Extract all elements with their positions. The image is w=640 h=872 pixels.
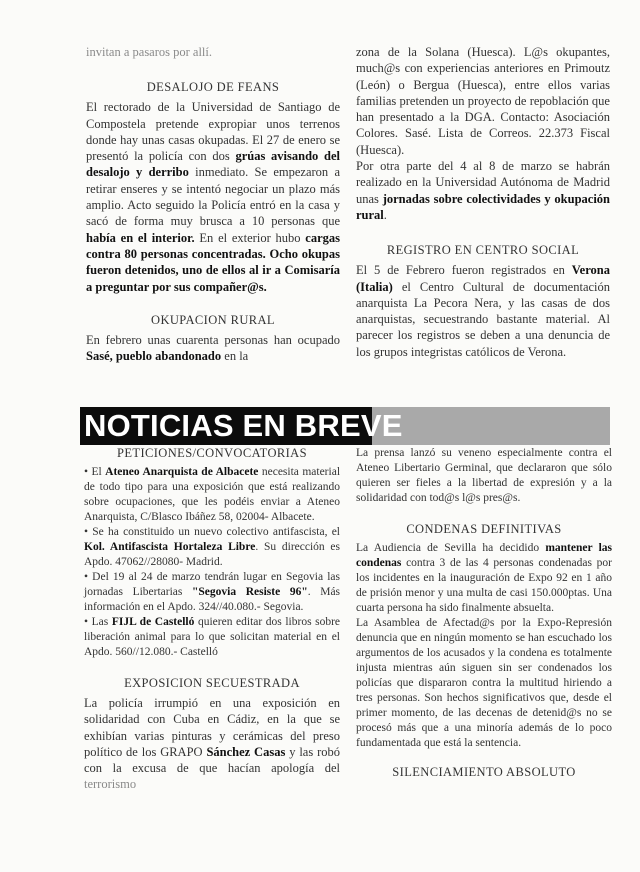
exposicion-text-2: y las robó con la excusa de que hacían apología del bbox=[84, 744, 340, 776]
desalojo-bold-1: grúas avisando del bbox=[235, 149, 340, 164]
exposicion-text bbox=[84, 695, 340, 793]
banner-title: NOTICIAS EN BREVE bbox=[84, 408, 403, 443]
jornadas-text bbox=[356, 158, 610, 223]
peticion-1-bold: Ateneo Anarquista de Albacete bbox=[105, 466, 259, 478]
condenas-bold: mantener las condenas bbox=[356, 542, 613, 569]
peticion-2-text-c: . Su dirección es Apdo. 47062//28080- Madrid. bbox=[84, 541, 340, 568]
desalojo-bold-3: había en el interior. bbox=[86, 230, 195, 245]
peticion-2-bold: Kol. Antifascista Hortaleza Libre bbox=[84, 541, 256, 553]
registro-text-2: el Centro Cultural de documentación anarquista La Pecora Nera, y las casas de dos anarquistas, secuestrando bastante material. Al parecer los registros se deben a una denuncia de los grupos integristas católicos de Verona. bbox=[356, 279, 611, 359]
desalojo-text-2: inmediato. Se empezaron a retirar enseres y se intentó negociar un plazo más amplio. Acto seguido la Policía entró en la casa y sacó de forma muy brusca a 10 personas que bbox=[86, 165, 341, 229]
jornadas-text-1: Por otra parte del 4 al 8 de marzo se habrán realizado en la Universidad Autónoma de Madrid unas bbox=[356, 159, 610, 206]
peticion-item-1 bbox=[84, 465, 340, 525]
registro-bold: Verona (Italia) bbox=[356, 263, 610, 294]
peticion-item-2 bbox=[84, 525, 340, 570]
bottom-left-column bbox=[84, 446, 340, 793]
okupacion-text-2: en la bbox=[224, 349, 249, 364]
rural-continuation: zona de la Solana (Huesca). L@s okupantes, much@s con experiencias anteriores en Primoutz (León) o Bergua (Huesca), entre ellos varias familias pretenden un proyecto de repoblación que han presentado a la DGA. Contacto: Asociación Colores. Sasé. Lista de Correos. 22.373 Fiscal (Huesca). bbox=[356, 45, 610, 157]
section-title-okupacion: OKUPACION RURAL bbox=[151, 312, 275, 327]
section-title-silenciamiento: SILENCIAMIENTO ABSOLUTO bbox=[392, 765, 576, 779]
top-left-column bbox=[86, 44, 340, 364]
prensa-text: La prensa lanzó su veneno especialmente contra el Ateneo Libertario Germinal, que declararon que sólo quieren ser fieles a la libertad de expresión y a la solidaridad con tod@s l@s pres@s. bbox=[356, 447, 612, 504]
peticion-1-text-c: necesita material de todo tipo para una exposición que está realizando sobre ocupaciones, que les podéis enviar a Ateneo Anarquista, C/Blasco Ibáñez 58, 02004- Albacete. bbox=[84, 466, 341, 523]
section-title-peticiones: PETICIONES/CONVOCATORIAS bbox=[117, 446, 307, 460]
section-title-registro: REGISTRO EN CENTRO SOCIAL bbox=[386, 243, 580, 258]
registro-text-1: El 5 de Febrero fueron registrados en bbox=[356, 263, 565, 278]
peticion-4-text-c: quieren editar dos libros sobre liberación animal para lo que solicitan material en el Apdo. 560//12.080.- Castelló bbox=[84, 616, 341, 658]
desalojo-bold-2: desalojo y derribo bbox=[86, 165, 189, 180]
condenas-text-1 bbox=[356, 541, 612, 616]
peticion-4-bold: FIJL de Castelló bbox=[111, 616, 195, 628]
desalojo-bold-5: Ocho okupas fueron detenidos, uno de ellos al ir a Comisaría a preguntar por sus compañer@s. bbox=[86, 246, 340, 294]
jornadas-text-2: . bbox=[383, 207, 387, 222]
condenas-text-1a: La Audiencia de Sevilla ha decidido bbox=[356, 542, 540, 554]
section-title-desalojo: DESALOJO DE FEANS bbox=[146, 80, 280, 95]
desalojo-text-3: En el exterior hubo bbox=[199, 230, 301, 245]
peticion-3-text-c: . Más información en el Apdo. 324//40.080.- Segovia. bbox=[84, 586, 341, 613]
condenas-text-2: La Asamblea de Afectad@s por la Expo-Represión denuncia que en ningún momento se han escuchado los argumentos de los acusados y la condena es totalmente injusta mientras aún siguen sin ser condenados los policías que dispararon contra la multitud hiriendo a tres personas. Son hechos significativos que, desde el primer momento, de las decenas de detenid@s no se procesó más que a una minoría además de lo poco fundamentada que está la sentencia. bbox=[356, 617, 612, 749]
peticion-2-text-a: • Se ha constituido un nuevo colectivo antifascista, el bbox=[84, 526, 340, 538]
section-title-condenas: CONDENAS DEFINITIVAS bbox=[406, 522, 562, 536]
intro-line: invitan a pasaros por allí. bbox=[86, 45, 213, 59]
peticion-4-text-a: • Las bbox=[84, 616, 109, 628]
jornadas-bold: jornadas sobre colectividades y okupación rural bbox=[356, 191, 610, 222]
exposicion-bold: Sánchez Casas bbox=[206, 744, 286, 759]
desalojo-bold-4: cargas contra 80 personas concentradas. bbox=[86, 230, 341, 261]
peticion-1-text-a: • El bbox=[84, 466, 102, 478]
exposicion-text-3: terrorismo bbox=[84, 777, 137, 792]
desalojo-text bbox=[86, 99, 340, 295]
peticion-item-4 bbox=[84, 615, 340, 660]
top-right-column bbox=[356, 44, 610, 360]
section-title-exposicion: EXPOSICION SECUESTRADA bbox=[124, 676, 300, 690]
exposicion-text-1: La policía irrumpió en una exposición en solidaridad con Cuba en Cádiz, en la que se exhibían varias pinturas y cerámicas del preso político de los GRAPO bbox=[84, 696, 340, 759]
okupacion-text bbox=[86, 332, 340, 365]
registro-text bbox=[356, 262, 610, 360]
condenas-text-1c: contra 3 de las 4 personas condenadas por los incidentes en la inauguración de Expo 92 en 1 año de prisión menor y una multa de casi 150.000ptas. Una cuarta persona ha sido finalmente absuelta. bbox=[356, 557, 613, 614]
peticion-3-text-a: • Del 19 al 24 de marzo tendrán lugar en Segovia las jornadas Libertarias bbox=[84, 571, 340, 598]
desalojo-text-1: El rectorado de la Universidad de Santiago de Compostela pretende expropiar unos terrenos donde hay unas casas okupadas. El 27 de enero se presentó la policía con dos bbox=[86, 100, 340, 164]
section-banner bbox=[80, 407, 610, 445]
okupacion-text-1: En febrero unas cuarenta personas han ocupado bbox=[86, 332, 340, 347]
bottom-right-column bbox=[356, 446, 612, 784]
okupacion-bold: Sasé, pueblo abandonado bbox=[86, 349, 222, 364]
peticion-item-3 bbox=[84, 570, 340, 615]
peticion-3-bold: "Segovia Resiste 96" bbox=[192, 586, 308, 598]
